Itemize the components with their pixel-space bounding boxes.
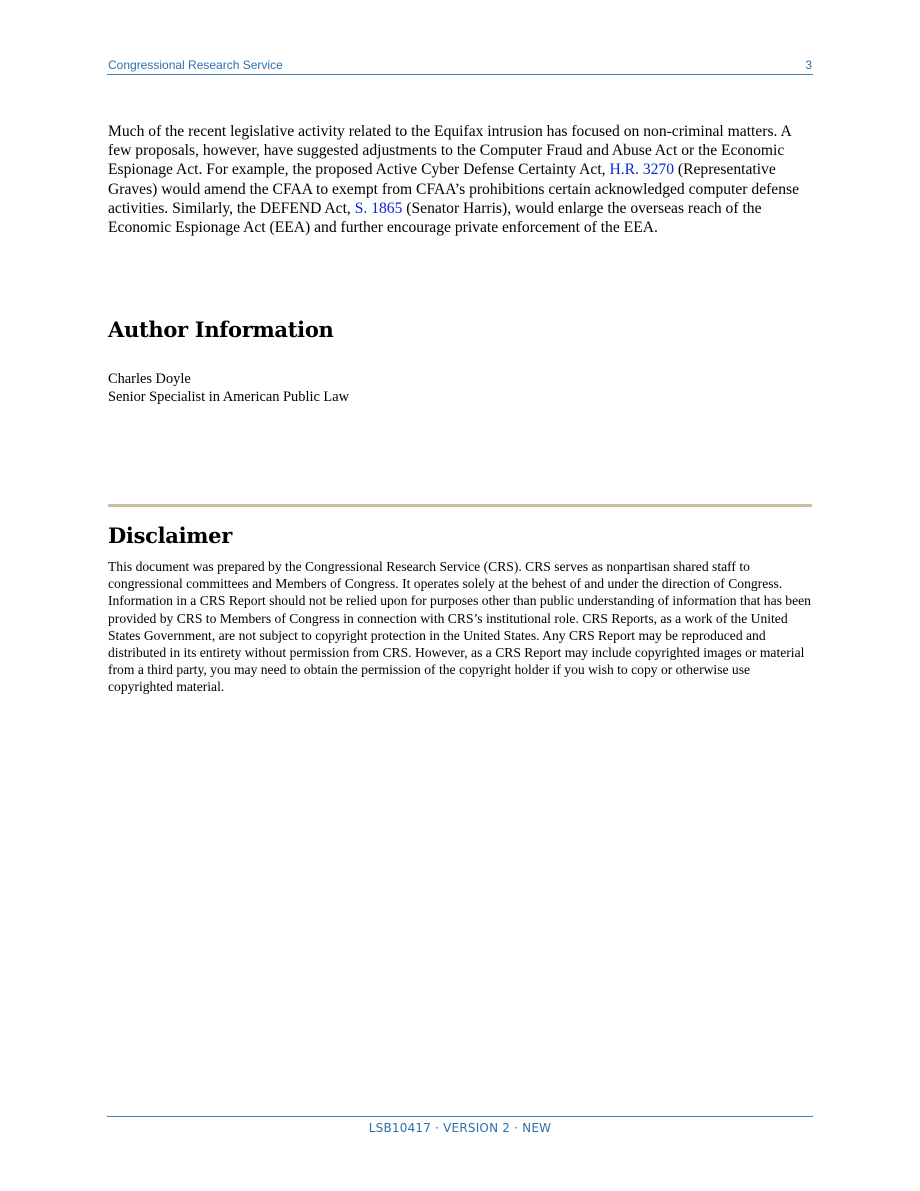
author-block	[108, 370, 349, 406]
section-divider	[108, 504, 812, 507]
disclaimer-text: This document was prepared by the Congressional Research Service (CRS). CRS serves as nonpartisan shared staff to congressional committees and Members of Congress. It operates solely at the behest of and under the direction of Congress. Information in a CRS Report should not be relied upon for purposes other than public understanding of information that has been provided by CRS to Members of Congress in connection with CRS’s institutional role. CRS Reports, as a work of the United States Government, are not subject to copyright protection in the United States. Any CRS Report may be reproduced and distributed in its entirety without permission from CRS. However, as a CRS Report may include copyrighted images or material from a third party, you may need to obtain the permission of the copyright holder if you wish to copy or otherwise use copyrighted material.	[108, 559, 811, 695]
body-paragraph	[108, 122, 808, 237]
s-1865-link[interactable]: S. 1865	[354, 199, 403, 217]
author-name: Charles Doyle	[108, 371, 191, 387]
disclaimer-heading: Disclaimer	[108, 523, 233, 548]
author-information-heading: Author Information	[108, 317, 334, 342]
body-text-part-1: Much of the recent legislative activity related to the Equifax intrusion has focused on non-criminal matters. A few proposals, however, have suggested adjustments to the Computer Fraud and Abuse Act or the Economic Espionage Act. For example, the proposed Active Cyber Defense Certainty Act,	[108, 123, 791, 179]
page-footer	[107, 1116, 813, 1137]
page-header	[107, 57, 813, 75]
author-title: Senior Specialist in American Public Law	[108, 389, 349, 405]
body-text-part-2: (Representative Graves) would amend the CFAA to exempt from CFAA’s prohibitions certain acknowledged computer defense activities. Similarly, the DEFEND Act,	[108, 161, 800, 217]
page-number: 3	[805, 58, 812, 72]
body-text-part-3: (Senator Harris), would enlarge the overseas reach of the Economic Espionage Act (EEA) and further encourage private enforcement of the EEA.	[108, 199, 762, 237]
header-org-name: Congressional Research Service	[108, 58, 283, 72]
footer-report-id: LSB10417 · VERSION 2 · NEW	[368, 1121, 552, 1135]
hr-3270-link[interactable]: H.R. 3270	[609, 161, 675, 179]
